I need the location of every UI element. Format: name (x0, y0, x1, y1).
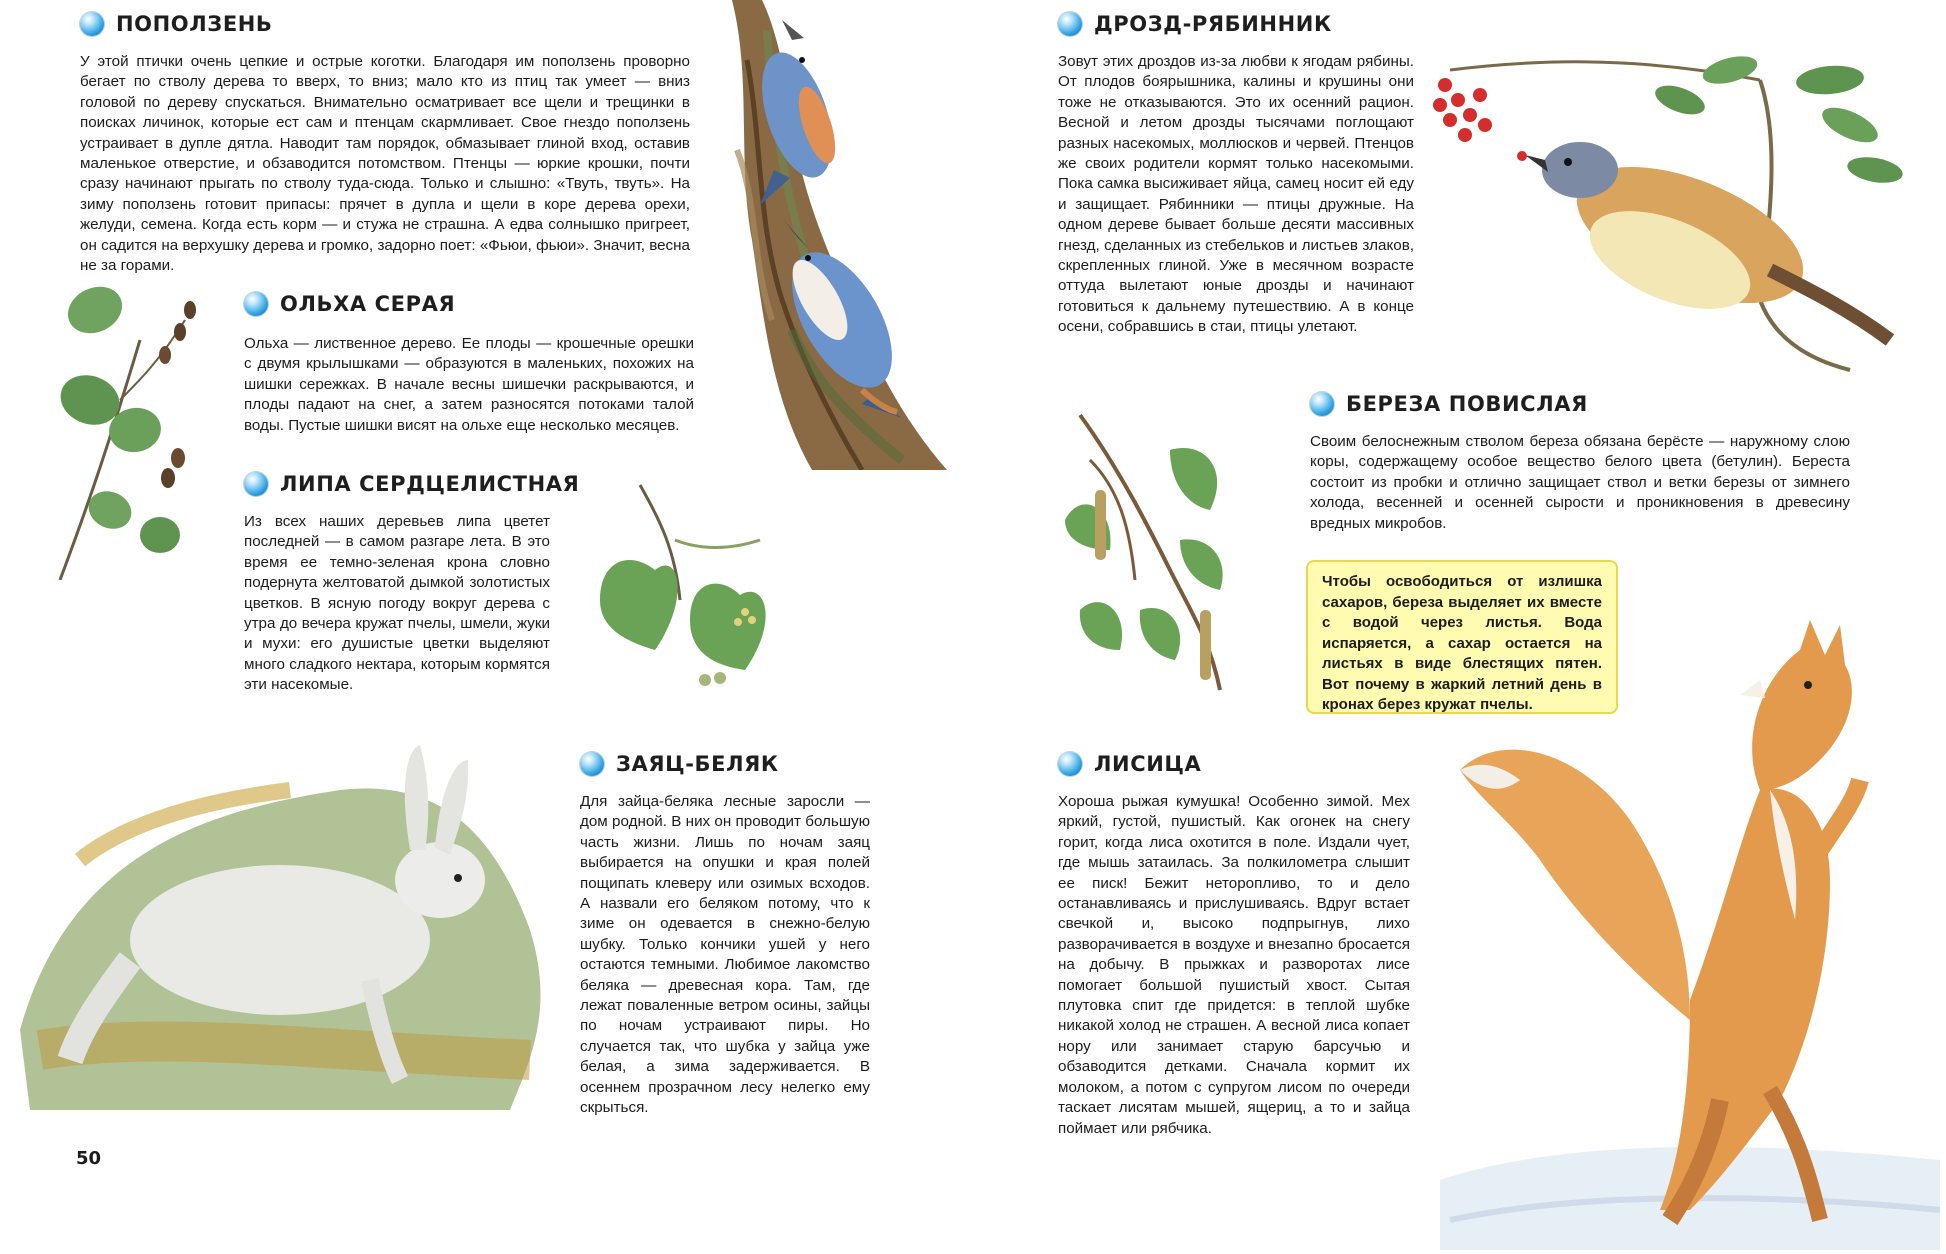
birch-illustration (1060, 410, 1240, 700)
bullet-icon (80, 12, 104, 36)
hare-heading (580, 752, 779, 776)
hare-title: ЗАЯЦ-БЕЛЯК (616, 752, 779, 776)
alder-heading (244, 292, 455, 316)
bullet-icon (244, 292, 268, 316)
linden-heading (244, 472, 579, 496)
hare-illustration (10, 730, 555, 1110)
fox-title: ЛИСИЦА (1094, 752, 1202, 776)
bullet-icon (1058, 12, 1082, 36)
alder-illustration (50, 280, 200, 580)
birch-heading (1310, 392, 1588, 416)
birch-title: БЕРЕЗА ПОВИСЛАЯ (1346, 392, 1588, 416)
fieldfare-illustration (1430, 40, 1910, 380)
fieldfare-text: Зовут этих дроздов из-за любви к ягодам рябины. От плодов боярышника, калины и крушины они тоже не отказываются. Это их осенний рацион. Весной и летом дрозды тысячами поглощают разных насекомых, моллюсков и червей. Птенцов же своих родители кормят только насекомыми. Пока самка высиживает яйца, самец носит ей еду и защищает. Рябинники — птицы дружные. На одном дереве бывает больше десяти массивных гнезд, сделанных из стебельков и листьев злаков, скрепленных глиной. Уже в месячном возрасте оттуда вылетают юные дрозды и начинают готовиться к дальнему путешествию. А в конце осени, собравшись в стаи, птицы улетают. (1058, 53, 1414, 336)
bullet-icon (580, 752, 604, 776)
fieldfare-heading (1058, 12, 1332, 36)
alder-title: ОЛЬХА СЕРАЯ (280, 292, 456, 316)
nuthatch-illustration (712, 0, 947, 470)
page-number: 50 (76, 1148, 102, 1169)
bullet-icon (1058, 752, 1082, 776)
bullet-icon (1310, 392, 1334, 416)
hare-text: Для зайца-беляка лесные заросли — дом родной. В них он проводит большую часть жизни. Лишь по ночам заяц выбирается на опушки и края полей пощипать клеверу или озимых всходов. А назвали его беляком потому, что к зиме он одевается в снежно-белую шубку. Только кончики ушей у него остаются темными. Любимое лакомство беляка — древесная кора. Там, где лежат поваленные ветром осины, зайцы по ночам устраивают пиры. Но случается так, что шубка у зайца уже белая, а зима задерживается. В осеннем прозрачном лесу нелегко ему скрыться. (580, 793, 870, 1117)
alder-text: Ольха — лиственное дерево. Ее плоды — крошечные орешки с двумя крылышками — образуются в маленьких, похожих на шишки сережках. В начале весны шишечки раскрываются, и плоды падают на снег, а затем разносятся потоками талой воды. Пустые шишки висят на ольхе еще несколько месяцев. (244, 335, 694, 434)
nuthatch-text: У этой птички очень цепкие и острые коготки. Благодаря им поползень проворно бегает по стволу дерева то вверх, то вниз; мало кто из птиц так умеет — вниз головой по дереву спускаться. Внимательно осматривает все щели и трещинки в поисках личинок, которые ест сам и птенцам скармливает. Свое гнездо поползень устраивает в дупле дятла. Наводит там порядок, обмазывает глиной вход, оставив маленькое отверстие, и обзаводится потомством. Птенцы — юркие крошки, почти сразу начинают прыгать по стволу туда-сюда. Только и слышно: «Твуть, твуть». На зиму поползень готовит припасы: прячет в дупла и щели в коре дерева орехи, желуди, семена. Когда есть корм — и стужа не страшна. А едва солнышко пригреет, он садится на верхушку дерева и громко, задорно поет: «Фьюи, фьюи». Значит, весна не за горами. (80, 53, 690, 275)
birch-text: Своим белоснежным стволом береза обязана берёсте — наружному слою коры, содержащему особое вещество белого цвета (бетулин). Береста состоит из пробки и отлично защищает ствол и ветки березы от зимнего холода, весенней и осенней сырости и проникновения в древесину вредных микробов. (1310, 433, 1850, 532)
fox-text: Хороша рыжая кумушка! Особенно зимой. Мех яркий, густой, пушистый. Как огонек на снегу горит, когда лиса охотится в поле. Издали чует, где мышь затаилась. За полкилометра слышит ее писк! Бежит неторопливо, то и дело останавливаясь и прислушиваясь. Вдруг встает свечкой и, высоко подпрыгнув, лихо разворачивается в воздухе и внезапно бросается на добычу. В прыжках и разворотах лисе помогает большой пушистый хвост. Сытая плутовка спит где придется: в теплой шубке никакой холод не страшен. А весной лиса копает нору или занимает старую барсучью и обзаводится детками. Сначала кормит их молоком, а потом с супругом лисом по очереди таскает лисятам мышей, ящериц, а то и зайца поймает или рябчика. (1058, 793, 1410, 1137)
fieldfare-title: ДРОЗД-РЯБИННИК (1094, 12, 1332, 36)
bullet-icon (244, 472, 268, 496)
linden-illustration (580, 480, 790, 690)
fox-heading (1058, 752, 1201, 776)
nuthatch-heading (80, 12, 273, 36)
nuthatch-title: ПОПОЛЗЕНЬ (116, 12, 273, 36)
linden-title: ЛИПА СЕРДЦЕЛИСТНАЯ (280, 472, 580, 496)
birch-tip-text: Чтобы освободиться от излишка сахаров, береза выделяет их вместе с водой через листья. Вода испаряется, а сахар остается на листьях в виде блестящих пятен. Вот почему в жаркий летний день в кронах берез кружат пчелы. (1322, 573, 1602, 713)
fox-illustration (1440, 620, 1940, 1250)
linden-text: Из всех наших деревьев липа цветет последней — в самом разгаре лета. В это время ее темно-зеленая крона словно подернута желтоватой дымкой золотистых цветков. В ясную погоду вокруг дерева с утра до вечера кружат пчелы, шмели, жуки и мухи: его душистые цветки выделяют много сладкого нектара, которым кормятся эти насекомые. (244, 513, 550, 694)
